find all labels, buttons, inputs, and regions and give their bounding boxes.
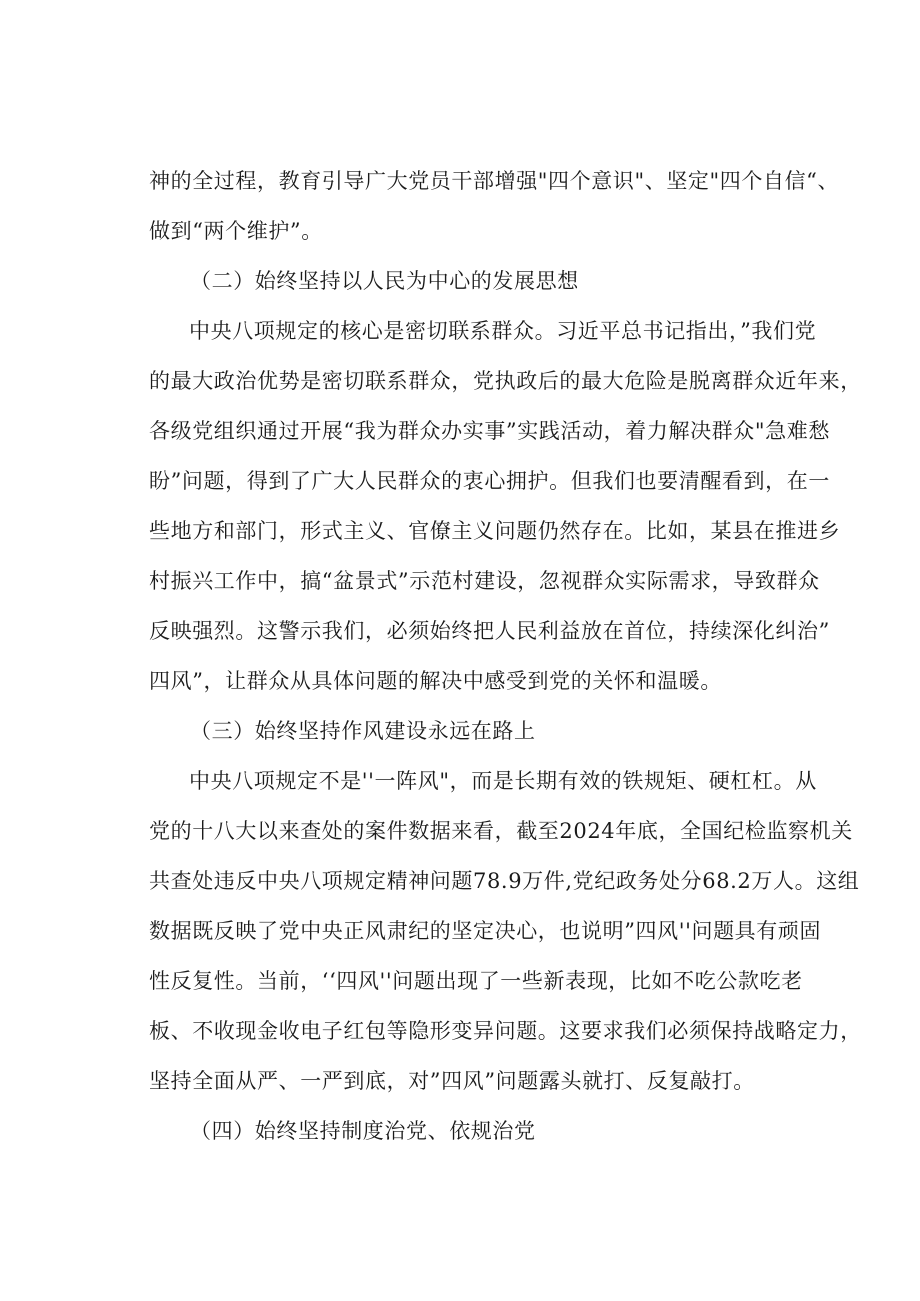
body-line: 些地方和部门，形式主义、官僚主义问题仍然存在。比如，某县在推进乡 xyxy=(149,519,841,543)
body-line: 共查处违反中央八项规定精神问题78.9万件,党纪政务处分68.2万人。这组 xyxy=(149,869,860,893)
body-line: 盼”问题，得到了广大人民群众的衷心拥护。但我们也要清醒看到，在一 xyxy=(149,469,830,493)
body-line: 反映强烈。这警示我们，必须始终把人民利益放在首位，持续深化纠治” xyxy=(149,619,830,643)
body-line: 性反复性。当前，‘‘四风''问题出现了一些新表现，比如不吃公款吃老 xyxy=(149,969,803,993)
body-line: 党的十八大以来查处的案件数据来看，截至2024年底，全国纪检监察机关 xyxy=(149,819,853,843)
body-line: 数据既反映了党中央正风肃纪的坚定决心，也说明”四风''问题具有顽固 xyxy=(149,919,822,943)
section-heading-3: （三）始终坚持作风建设永远在路上 xyxy=(190,719,536,743)
section-heading-4: （四）始终坚持制度治党、依规治党 xyxy=(190,1119,536,1143)
body-line: 村振兴工作中，搞“盆景式”示范村建设，忽视群众实际需求，导致群众 xyxy=(149,569,820,593)
body-line: 的最大政治优势是密切联系群众，党执政后的最大危险是脱离群众近年来， xyxy=(149,369,862,393)
body-line: 四风”，让群众从具体问题的解决中感受到党的关怀和温暖。 xyxy=(149,669,722,693)
body-line: 中央八项规定的核心是密切联系群众。习近平总书记指出，”我们党 xyxy=(189,319,817,343)
body-line: 各级党组织通过开展“我为群众办实事”实践活动，着力解决群众"急难愁 xyxy=(149,419,830,443)
body-line: 板、不收现金收电子红包等隐形变异问题。这要求我们必须保持战略定力， xyxy=(149,1019,862,1043)
body-line: 中央八项规定不是''一阵风"，而是长期有效的铁规矩、硬杠杠。从 xyxy=(189,769,817,793)
body-line: 坚持全面从严、一严到底，对”四风”问题露头就打、反复敲打。 xyxy=(149,1069,755,1093)
section-heading-2: （二）始终坚持以人民为中心的发展思想 xyxy=(190,269,579,293)
body-line: 神的全过程，教育引导广大党员干部增强"四个意识"、坚定"四个自信“、 xyxy=(149,169,840,193)
body-line: 做到“两个维护”。 xyxy=(149,219,323,243)
